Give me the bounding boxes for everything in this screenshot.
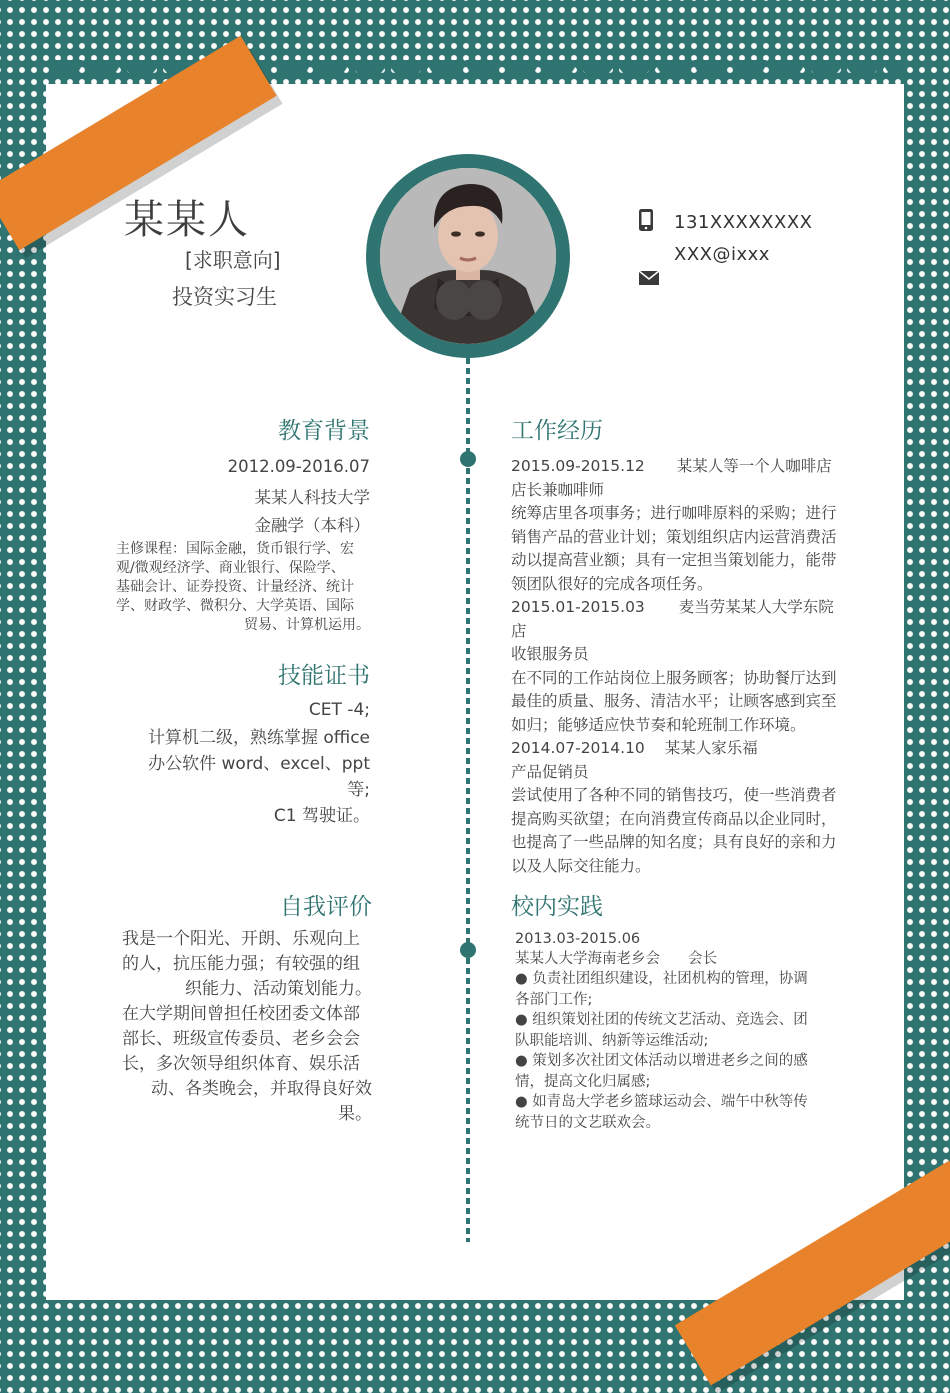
section-title: 技能证书 [278, 663, 370, 689]
section-title: 教育背景 [278, 418, 370, 444]
work-section [511, 412, 841, 878]
campus-item: ● 策划多次社团文体活动以增进老乡之间的感 情，提高文化归属感; [515, 1053, 808, 1090]
job-period: 2015.09-2015.12 [511, 457, 645, 475]
courses: 主修课程：国际金融，货币银行学、宏 观/微观经济学、商业银行、保险学、 基础会计、证券投资、计量经济、统计 学、财政学、微积分、大学英语、国际 贸易、计算机运用。 [116, 540, 370, 633]
applicant-name: 某某人 [124, 197, 250, 243]
job-role: 店长兼咖啡师 [511, 480, 605, 499]
campus-role: 会长 [688, 951, 717, 967]
section-title: 自我评价 [280, 894, 372, 920]
section-title: 校内实践 [511, 894, 603, 920]
self-eval-section: 自我评价 我是一个阳光、开朗、乐观向上 的人，抗压能力强；有较强的组 织能力、活动策划能力。 在大学期间曾担任校团委文体部 部长、班级宣传委员、老乡会会 长，多次领导组织体育、娱乐活 动、各类晚会，并取得良好效 果。 [110, 888, 372, 1127]
timeline-dot [460, 942, 476, 958]
skill-line: 办公软件 word、excel、ppt [148, 754, 370, 774]
education-period: 2012.09-2016.07 [227, 457, 370, 476]
job-company: 某某人家乐福 [664, 739, 758, 757]
email-address[interactable]: XXX@ixxx [674, 243, 770, 265]
phone-number[interactable]: 131XXXXXXXX [674, 211, 813, 233]
job-period: 2015.01-2015.03 [511, 598, 645, 616]
school-name: 某某人科技大学 [254, 487, 370, 507]
job-entry: 2015.01-2015.03 麦当劳某某人大学东院店 收银服务员 在不同的工作站岗位上服务顾客；协助餐厅达到 最佳的质量、服务、清洁水平；让顾客感到宾至 如归；能够适应快节奏和轮班制工作环境。 [511, 596, 841, 737]
contact-block [638, 206, 813, 296]
campus-item: ● 负责社团组织建设，社团机构的管理，协调 各部门工作; [515, 971, 808, 1008]
education-section [110, 412, 370, 635]
job-role: 收银服务员 [511, 645, 589, 663]
job-company: 某某人等一个人咖啡店 [676, 457, 832, 475]
job-company: 麦当劳某某人大学东院店 [511, 598, 834, 640]
skill-line: C1 驾驶证。 [273, 806, 370, 826]
skill-line: CET -4; [308, 700, 370, 720]
job-period: 2014.07-2014.10 [511, 739, 645, 757]
campus-section [511, 888, 841, 1133]
envelope-icon [638, 270, 664, 291]
profile-photo-frame [366, 154, 570, 358]
job-role: 产品促销员 [511, 762, 589, 781]
skills-section [120, 657, 370, 829]
skill-line: 计算机二级，熟练掌握 office [147, 728, 370, 748]
profile-photo [380, 168, 556, 344]
campus-org: 某某人大学海南老乡会 [515, 951, 660, 967]
phone-icon [638, 208, 664, 237]
campus-item: ● 如青岛大学老乡篮球运动会、端午中秋等传 统节日的文艺联欢会。 [515, 1094, 808, 1131]
skill-line: 等; [347, 780, 370, 800]
major: 金融学（本科） [254, 516, 370, 535]
envelope-row [638, 264, 813, 296]
job-entry: 2015.09-2015.12 某某人等一个人咖啡店 店长兼咖啡师 统筹店里各项事务；进行咖啡原料的采购；进行 销售产品的营业计划；策划组织店内运营消费活 动以提高营业额；具有一定担当策划能力，能带 领团队很好的完成各项任务。 [511, 455, 841, 596]
job-entry: 2014.07-2014.10 某某人家乐福 产品促销员 尝试使用了各种不同的销售技巧，使一些消费者 提高购买欲望；在向消费宣传商品以企业同时， 也提高了一些品牌的知名度；具有良好的亲和力 以及人际交往能力。 [511, 737, 841, 878]
timeline-line [466, 358, 470, 1242]
timeline-dot [460, 451, 476, 467]
phone-row [638, 206, 813, 238]
campus-period: 2013.03-2015.06 [515, 931, 641, 947]
job-intent-label: [求职意向] [185, 248, 281, 272]
section-title: 工作经历 [511, 418, 603, 444]
job-position: 投资实习生 [172, 285, 277, 309]
campus-item: ● 组织策划社团的传统文艺活动、竞选会、团 队职能培训、纳新等运维活动; [515, 1012, 808, 1049]
